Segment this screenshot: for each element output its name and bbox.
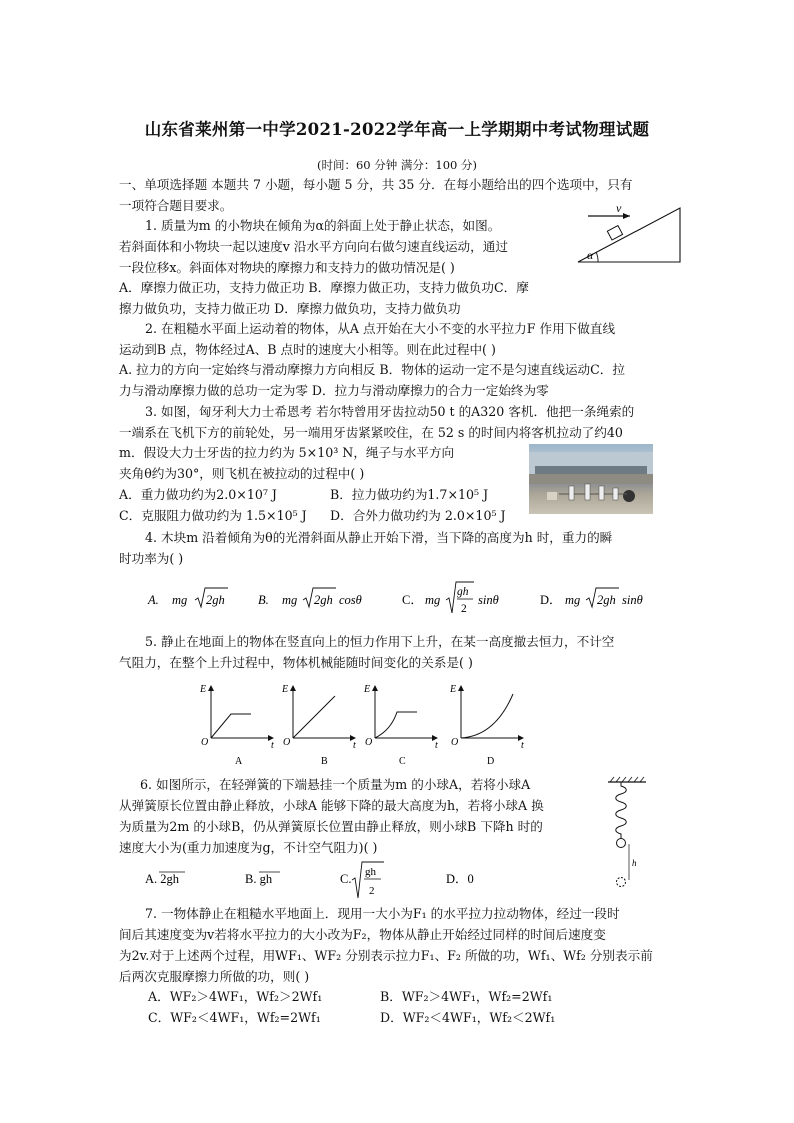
svg-text:mg: mg	[282, 593, 298, 607]
q2-line-4: 力与滑动摩擦力做的总功一定为零 D．拉力与滑动摩擦力的合力一定始终为零	[119, 383, 549, 398]
angle-arc	[596, 252, 598, 262]
q3-line-1: 3. 如图，匈牙利大力士希恩考 若尔特曾用牙齿拉动50 t 的A320 客机．他把一条绳索的	[145, 404, 635, 419]
q1-line-2: 若斜面体和小物块一起以速度v 沿水平方向向右做匀速直线运动，通过	[119, 239, 508, 254]
q7-option-d: D．WF₂＜4WF₁，Wf₂＜2Wf₁	[380, 1010, 556, 1025]
ball-bottom	[617, 878, 626, 887]
q2-line-3: A. 拉力的方向一定始终与滑动摩擦力方向相反 B．物体的运动一定不是匀速直线运动C．拉	[119, 362, 625, 377]
q6-line-4: 速度大小为(重力加速度为g，不计空气阻力)( )	[119, 840, 378, 855]
svg-text:2gh: 2gh	[206, 593, 225, 607]
svg-text:B.: B.	[258, 593, 269, 607]
svg-text:2gh: 2gh	[314, 593, 333, 607]
svg-text:E: E	[364, 684, 371, 695]
q1-line-1: 1. 质量为m 的小物块在倾角为α的斜面上处于静止状态，如图。	[145, 218, 501, 233]
svg-text:C．: C．	[402, 593, 423, 607]
q6-option-c	[340, 862, 384, 898]
svg-text:A.: A.	[148, 593, 159, 607]
height-label: h	[632, 858, 637, 868]
q6-options	[140, 858, 500, 900]
svg-text:C.: C.	[340, 872, 352, 886]
svg-text:D．: D．	[540, 593, 562, 607]
svg-text:t: t	[353, 740, 356, 751]
q3-line-3: m．假设大力士牙齿的拉力约为 5×10³ N，绳子与水平方向	[119, 445, 455, 460]
q4-option-b	[258, 588, 362, 607]
q3-option-a: A．重力做功约为2.0×10⁷ J	[119, 487, 277, 502]
svg-text:mg: mg	[565, 593, 581, 607]
q7-line-4: 后两次克服摩擦力所做的功，则( )	[119, 969, 310, 984]
svg-text:t: t	[271, 740, 274, 751]
svg-text:O: O	[283, 737, 291, 748]
svg-text:A. 2gh: A. 2gh	[145, 872, 180, 886]
q5-line-1: 5. 静止在地面上的物体在竖直向上的恒力作用下上升，在某一高度撤去恒力，不计空	[145, 634, 615, 649]
svg-text:E: E	[450, 684, 457, 695]
q3-line-2: 一端系在飞机下方的前轮处，另一端用牙齿紧紧咬住，在 52 s 的时间内将客机拉动了约40	[119, 425, 623, 440]
q1-incline-figure	[568, 200, 688, 268]
graph-d	[449, 684, 524, 767]
section-header-line-2: 一项符合题目要求。	[119, 198, 233, 213]
svg-text:sinθ: sinθ	[478, 593, 499, 607]
svg-text:A: A	[235, 756, 243, 767]
q6-option-a	[145, 872, 185, 886]
q4-options	[140, 580, 660, 620]
svg-text:mg: mg	[425, 593, 441, 607]
page-title: 山东省莱州第一中学2021-2022学年高一上学期期中考试物理试题	[144, 120, 650, 139]
q6-option-b	[245, 872, 280, 886]
q3-option-c: C．克服阻力做功约为 1.5×10⁵ J	[119, 508, 307, 523]
block	[607, 226, 622, 240]
q6-line-1: 6. 如图所示，在轻弹簧的下端悬挂一个质量为m 的小球A，若将小球A	[140, 777, 531, 792]
svg-text:E: E	[200, 684, 207, 695]
svg-text:2gh: 2gh	[597, 593, 616, 607]
q7-option-c: C．WF₂＜4WF₁，Wf₂=2Wf₁	[148, 1010, 321, 1025]
ball-top	[617, 839, 626, 848]
q3-line-4: 夹角θ约为30°，则飞机在被拉动的过程中( )	[119, 466, 365, 481]
svg-text:O: O	[201, 737, 209, 748]
q7-option-a: A．WF₂＞4WF₁，Wf₂＞2Wf₁	[148, 989, 323, 1004]
q1-line-5: 擦力做负功，支持力做正功 D．摩擦力做负功，支持力做负功	[119, 301, 461, 316]
q5-line-2: 气阻力，在整个上升过程中，物体机械能随时间变化的关系是( )	[119, 655, 473, 670]
spring	[616, 782, 627, 838]
svg-text:B: B	[321, 756, 328, 767]
svg-text:O: O	[365, 737, 373, 748]
svg-text:C: C	[399, 756, 406, 767]
svg-text:E: E	[282, 684, 289, 695]
q4-option-a	[147, 588, 228, 607]
q3-option-b: B．拉力做功约为1.7×10⁵ J	[330, 487, 489, 502]
svg-text:2: 2	[461, 603, 467, 615]
svg-text:t: t	[521, 740, 524, 751]
q7-option-b: B．WF₂＞4WF₁，Wf₂=2Wf₁	[380, 989, 553, 1004]
q4-line-2: 时功率为( )	[119, 551, 184, 566]
q2-line-1: 2. 在粗糙水平面上运动着的物体，从A 点开始在大小不变的水平拉力F 作用下做直线	[145, 321, 616, 336]
q5-graphs	[195, 680, 535, 770]
graph-c	[363, 684, 438, 767]
q3-option-d: D．合外力做功约为 2.0×10⁵ J	[330, 508, 506, 523]
q6-line-3: 为质量为2m 的小球B，仍从弹簧原长位置由静止释放，则小球B 下降h 时的	[119, 819, 543, 834]
svg-text:cosθ: cosθ	[339, 593, 362, 607]
q4-line-1: 4. 木块m 沿着倾角为θ的光滑斜面从静止开始下滑，当下降的高度为h 时，重力的瞬	[145, 530, 613, 545]
svg-text:B. gh: B. gh	[245, 872, 273, 886]
svg-text:D．0: D．0	[446, 872, 474, 886]
ceiling-hatch	[610, 777, 644, 782]
exam-info: (时间：60 分钟 满分：100 分)	[316, 158, 478, 172]
graph-a	[199, 684, 274, 767]
svg-text:D: D	[487, 756, 495, 767]
q7-line-1: 7. 一物体静止在粗糙水平地面上．现用一大小为F₁ 的水平拉力拉动物体，经过一段时	[145, 906, 620, 921]
q7-line-3: 为2v.对于上述两个过程，用WF₁、WF₂ 分别表示拉力F₁、F₂ 所做的功，Wf₁、Wf₂ 分别表示前	[119, 948, 653, 963]
q6-spring-figure	[600, 776, 656, 894]
q6-option-d	[446, 872, 474, 886]
svg-text:t: t	[435, 740, 438, 751]
q4-option-c	[402, 582, 499, 615]
angle-label: α	[587, 248, 594, 262]
q1-line-3: 一段位移x。斜面体对物块的摩擦力和支持力的做功情况是( )	[119, 260, 455, 275]
velocity-label: v	[616, 201, 622, 215]
graph-b	[281, 684, 356, 767]
section-header-line-1: 一、单项选择题 本题共 7 小题，每小题 5 分，共 35 分．在每小题给出的四个选项中，只有	[119, 177, 633, 192]
airplane-photo	[529, 444, 653, 514]
svg-text:sinθ: sinθ	[622, 593, 643, 607]
velocity-arrowhead	[623, 213, 630, 219]
svg-text:gh: gh	[457, 586, 469, 598]
svg-text:mg: mg	[172, 593, 188, 607]
q6-line-2: 从弹簧原长位置由静止释放，小球A 能够下降的最大高度为h，若将小球A 换	[119, 798, 544, 813]
q1-line-4: A．摩擦力做正功，支持力做正功 B．摩擦力做正功，支持力做负功C．摩	[119, 280, 529, 295]
q2-line-2: 运动到B 点，物体经过A、B 点时的速度大小相等。则在此过程中( )	[119, 342, 496, 357]
q4-option-d	[540, 588, 643, 607]
svg-text:O: O	[451, 737, 459, 748]
svg-text:gh: gh	[365, 866, 376, 878]
svg-text:2: 2	[369, 885, 375, 897]
q7-line-2: 间后其速度变为v若将水平拉力的大小改为F₂，物体从静止开始经过同样的时间后速度变	[119, 927, 606, 942]
